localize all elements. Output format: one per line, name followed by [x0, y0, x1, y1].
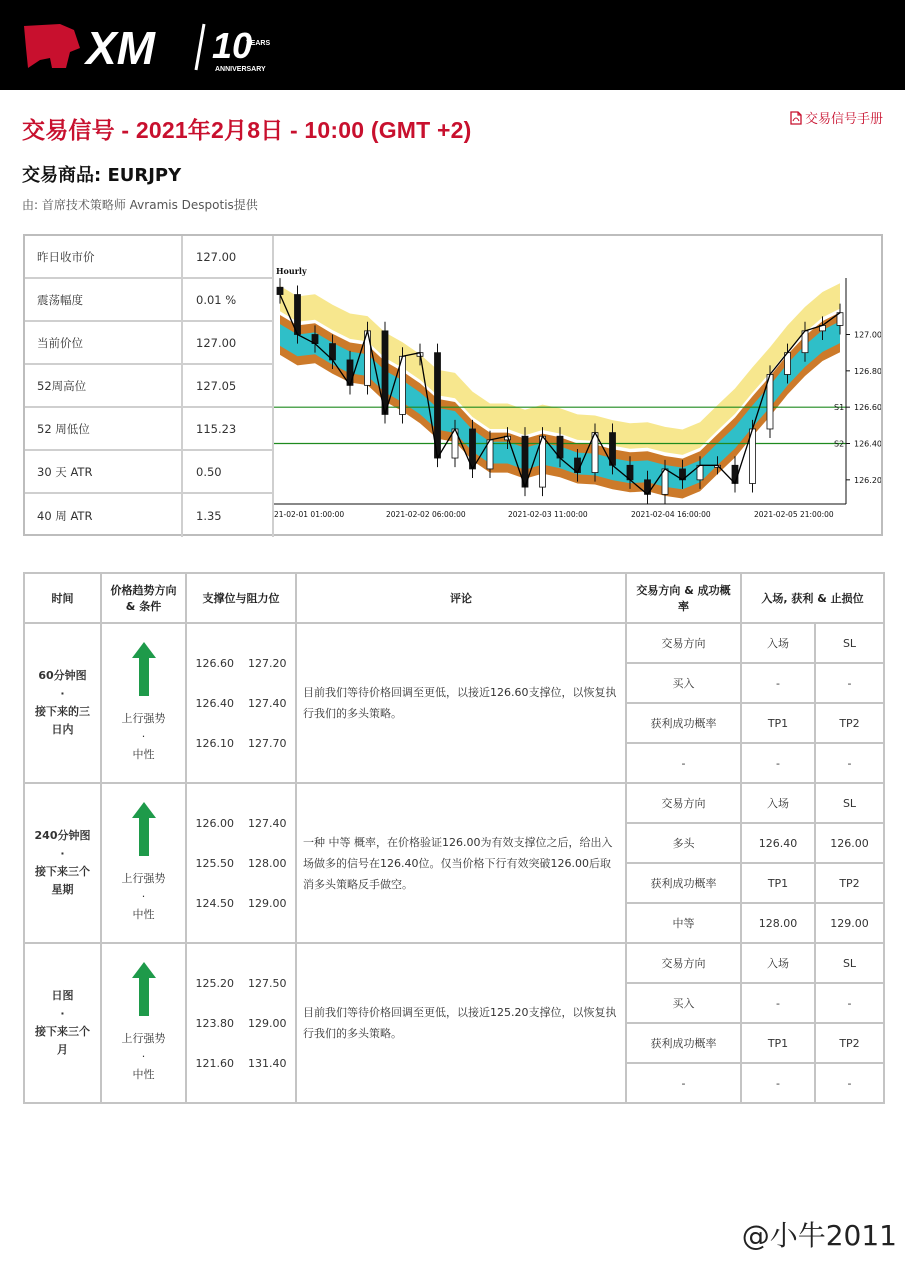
- trend-line: 中性: [132, 1068, 155, 1081]
- trade-grid-cell: 126.00: [815, 823, 884, 863]
- stat-label: 昨日收市价: [25, 236, 183, 277]
- watermark: @小牛2011: [741, 1219, 897, 1252]
- chart-svg: [274, 236, 881, 534]
- support-level: 126.60: [195, 656, 234, 670]
- timeframe-line: 60分钟图: [38, 669, 87, 682]
- stats-table: [25, 236, 274, 534]
- market-overview-panel: [23, 234, 883, 536]
- support-level: 125.20: [195, 976, 234, 990]
- resistance-level: 127.40: [248, 816, 287, 830]
- header-entry-tp-sl: 入场, 获利 & 止损位: [741, 573, 884, 623]
- trade-grid-cell: 获利成功概率: [626, 1023, 741, 1063]
- stat-value: 115.23: [183, 408, 274, 449]
- trade-grid-cell: SL: [815, 623, 884, 663]
- trade-grid-cell: -: [815, 663, 884, 703]
- pdf-icon: [790, 111, 802, 125]
- candle-body: [277, 287, 283, 294]
- trade-grid-cell: -: [626, 1063, 741, 1103]
- support-resistance-cell: [186, 623, 296, 783]
- stat-row: [25, 236, 274, 279]
- trade-grid-cell: 获利成功概率: [626, 863, 741, 903]
- resistance-level: 129.00: [248, 1016, 287, 1030]
- comment-cell: 目前我们等待价格回调至更低，以接近125.20支撑位，以恢复执行我们的多头策略。: [296, 943, 626, 1103]
- hourly-chart: [274, 236, 881, 534]
- trade-grid-cell: -: [815, 743, 884, 783]
- timeframe-line: 接下来三个: [35, 1025, 90, 1038]
- stat-row: [25, 279, 274, 322]
- trade-grid-cell: 获利成功概率: [626, 703, 741, 743]
- table-header-row: [24, 573, 884, 623]
- trend-cell: [101, 943, 186, 1103]
- support-level: 126.10: [195, 736, 234, 750]
- anniversary-years: YEARS: [246, 40, 271, 47]
- table-row: [24, 783, 884, 823]
- trade-grid-cell: 129.00: [815, 903, 884, 943]
- comment-cell: 一种 中等 概率，在价格验证126.00为有效支撑位之后，给出入场做多的信号在126.40位。仅当价格下行有效突破126.00后取消多头策略反手做空。: [296, 783, 626, 943]
- trade-grid-cell: -: [815, 983, 884, 1023]
- trade-grid-cell: TP2: [815, 863, 884, 903]
- table-row: [24, 623, 884, 663]
- support-level: 124.50: [195, 896, 234, 910]
- table-row: [24, 943, 884, 983]
- header-bar: [0, 0, 905, 90]
- resistance-level: 129.00: [248, 896, 287, 910]
- timeframe-line: ·: [60, 687, 65, 700]
- up-arrow-icon: [132, 962, 156, 1016]
- stat-value: 0.50: [183, 451, 274, 492]
- stat-row: [25, 408, 274, 451]
- resistance-level: 127.20: [248, 656, 287, 670]
- y-tick-label: 126.80: [854, 366, 881, 376]
- sr-pair: [187, 843, 295, 883]
- sr-pair: [187, 1043, 295, 1083]
- header-trend: 价格趋势方向 & 条件: [101, 573, 186, 623]
- timeframe-line: 日图: [51, 989, 74, 1002]
- trade-grid-cell: TP1: [741, 703, 815, 743]
- brand-text: XM: [86, 22, 155, 74]
- stat-row: [25, 322, 274, 365]
- author-line: 由: 首席技术策略师 Avramis Despotis提供: [22, 198, 258, 212]
- timeframe-cell: [24, 943, 101, 1103]
- header-support-resistance: 支撑位与阻力位: [186, 573, 296, 623]
- header-comment: 评论: [296, 573, 626, 623]
- trend-cell: [101, 623, 186, 783]
- stat-label: 40 周 ATR: [25, 494, 183, 537]
- signal-manual-label[interactable]: 交易信号手册: [804, 112, 883, 127]
- y-tick-label: 126.40: [854, 439, 881, 449]
- up-arrow-icon: [132, 642, 156, 696]
- trade-grid-cell: 入场: [741, 623, 815, 663]
- stat-label: 52 周低位: [25, 408, 183, 449]
- y-tick-label: 127.00: [854, 330, 881, 340]
- page-title: 交易信号 - 2021年2月8日 - 10:00 (GMT +2): [22, 117, 472, 143]
- sr-pair: [187, 643, 295, 683]
- timeframe-line: 240分钟图: [34, 829, 91, 842]
- level-label-s1: S1: [834, 403, 845, 413]
- trade-grid-cell: -: [741, 983, 815, 1023]
- trade-grid-cell: TP2: [815, 1023, 884, 1063]
- support-level: 125.50: [195, 856, 234, 870]
- trade-grid-cell: 多头: [626, 823, 741, 863]
- resistance-level: 127.40: [248, 696, 287, 710]
- trade-grid-cell: TP1: [741, 863, 815, 903]
- trade-grid-cell: 交易方向: [626, 943, 741, 983]
- trade-grid-cell: TP2: [815, 703, 884, 743]
- trade-grid-cell: 交易方向: [626, 783, 741, 823]
- sr-pair: [187, 883, 295, 923]
- timeframe-line: ·: [60, 847, 65, 860]
- product-heading: 交易商品: EURJPY: [22, 165, 182, 186]
- support-level: 121.60: [195, 1056, 234, 1070]
- x-tick-label: 2021-02-05 21:00:00: [754, 510, 834, 519]
- trend-line: 中性: [132, 748, 155, 761]
- stat-label: 震荡幅度: [25, 279, 183, 320]
- trade-grid-cell: 126.40: [741, 823, 815, 863]
- level-label-s2: S2: [834, 439, 845, 449]
- up-arrow-icon: [132, 802, 156, 856]
- x-tick-label: 2021-02-03 11:00:00: [508, 510, 588, 519]
- trade-grid-cell: -: [741, 743, 815, 783]
- trade-grid-cell: -: [815, 1063, 884, 1103]
- timeframe-line: 星期: [51, 883, 74, 896]
- support-level: 126.00: [195, 816, 234, 830]
- resistance-level: 128.00: [248, 856, 287, 870]
- anniversary-label: ANNIVERSARY: [215, 66, 266, 73]
- stat-value: 1.35: [183, 494, 274, 537]
- timeframe-line: 接下来的三: [35, 705, 90, 718]
- trade-grid-cell: SL: [815, 943, 884, 983]
- support-resistance-cell: [186, 783, 296, 943]
- trend-line: 中性: [132, 908, 155, 921]
- resistance-level: 127.50: [248, 976, 287, 990]
- timeframe-cell: [24, 783, 101, 943]
- trade-grid-cell: -: [741, 663, 815, 703]
- timeframe-line: 月: [57, 1043, 68, 1056]
- timeframe-line: ·: [60, 1007, 65, 1020]
- x-tick-label: 21-02-01 01:00:00: [274, 510, 345, 519]
- trend-line: ·: [141, 730, 146, 743]
- sr-pair: [187, 963, 295, 1003]
- stat-label: 当前价位: [25, 322, 183, 363]
- comment-cell: 目前我们等待价格回调至更低，以接近126.60支撑位，以恢复执行我们的多头策略。: [296, 623, 626, 783]
- support-level: 123.80: [195, 1016, 234, 1030]
- trend-line: ·: [141, 890, 146, 903]
- trade-grid-cell: -: [626, 743, 741, 783]
- trade-grid-cell: 入场: [741, 783, 815, 823]
- trade-grid-cell: 买入: [626, 983, 741, 1023]
- trend-line: ·: [141, 1050, 146, 1063]
- stat-value: 127.05: [183, 365, 274, 406]
- header-time: 时间: [24, 573, 101, 623]
- bull-icon: [24, 24, 80, 68]
- sr-pair: [187, 683, 295, 723]
- signal-manual-link[interactable]: [790, 108, 883, 127]
- resistance-level: 127.70: [248, 736, 287, 750]
- stat-row: [25, 365, 274, 408]
- trade-grid-cell: SL: [815, 783, 884, 823]
- x-tick-label: 2021-02-04 16:00:00: [631, 510, 711, 519]
- support-level: 126.40: [195, 696, 234, 710]
- stat-row: [25, 451, 274, 494]
- support-resistance-cell: [186, 943, 296, 1103]
- trade-grid-cell: TP1: [741, 1023, 815, 1063]
- stat-value: 127.00: [183, 236, 274, 277]
- timeframe-line: 接下来三个: [35, 865, 90, 878]
- stat-label: 30 天 ATR: [25, 451, 183, 492]
- stat-value: 127.00: [183, 322, 274, 363]
- trend-line: 上行强势: [121, 712, 166, 725]
- trade-grid-cell: 入场: [741, 943, 815, 983]
- timeframe-line: 日内: [51, 723, 74, 736]
- trend-line: 上行强势: [121, 872, 166, 885]
- trade-grid-cell: 交易方向: [626, 623, 741, 663]
- signals-table: [23, 572, 885, 1104]
- chart-title: Hourly: [276, 266, 307, 276]
- trend-cell: [101, 783, 186, 943]
- trade-grid-cell: -: [741, 1063, 815, 1103]
- resistance-level: 131.40: [248, 1056, 287, 1070]
- stat-row: [25, 494, 274, 537]
- xm-logo[interactable]: [20, 18, 280, 74]
- stat-label: 52周高位: [25, 365, 183, 406]
- sr-pair: [187, 803, 295, 843]
- anniversary-number: 10: [212, 25, 253, 66]
- trade-grid-cell: 买入: [626, 663, 741, 703]
- timeframe-cell: [24, 623, 101, 783]
- y-tick-label: 126.60: [854, 403, 881, 413]
- trade-grid-cell: 128.00: [741, 903, 815, 943]
- sr-pair: [187, 723, 295, 763]
- sr-pair: [187, 1003, 295, 1043]
- stat-value: 0.01 %: [183, 279, 274, 320]
- x-tick-label: 2021-02-02 06:00:00: [386, 510, 466, 519]
- y-tick-label: 126.20: [854, 475, 881, 485]
- trend-line: 上行强势: [121, 1032, 166, 1045]
- header-direction-probability: 交易方向 & 成功概率: [626, 573, 741, 623]
- trade-grid-cell: 中等: [626, 903, 741, 943]
